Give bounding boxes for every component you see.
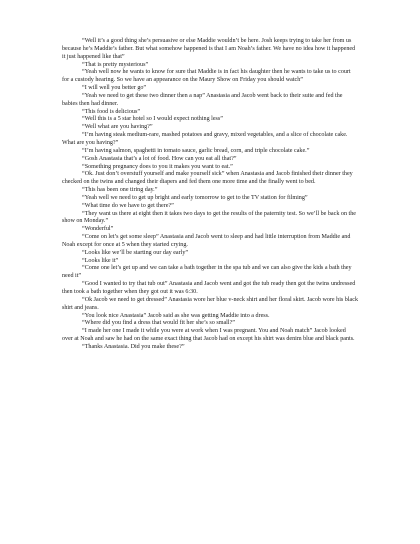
paragraph: “Good I wanted to try that tub out” Anastasia and Jacob went and got the tub ready then got the twins undressed then took a bath together when they got out it was 6:30. — [62, 281, 356, 295]
paragraph: “Wonderful” — [82, 226, 114, 233]
paragraph: “I made her one I made it while you were at work when I was pregnant. You and Noah match” Jacob looked over at Noah and saw he had on the same exact thing that Jacob had on except his shirt was denim blue and black pants. — [62, 328, 355, 343]
paragraph: “I’m having salmon, spaghetti in tomato sauce, garlic bread, corn, and triple chocolate cake.” — [82, 147, 310, 154]
paragraph: “Ok. Just don’t overstuff yourself and make yourself sick” when Anastasia and Jacob finished their dinner they checked on the twins and changed their diapers and fed them one more time and the finally went to bed. — [62, 171, 353, 186]
document-page — [62, 38, 358, 352]
paragraph: “Where did you find a dress that would fit her she’s so small?” — [82, 320, 235, 327]
paragraph: “You look nice Anastasia” Jacob said as she was getting Maddie into a dress. — [82, 312, 270, 319]
paragraph: “Something pregnancy does to you it makes you want to eat.” — [82, 163, 233, 170]
paragraph: “This has been one tiring day.” — [82, 187, 158, 194]
paragraph: “Ok Jacob we need to get dressed” Anastasia wore her blue v-neck shirt and her floral skirt. Jacob wore his black shirt and jeans. — [62, 296, 358, 311]
paragraph: “Well it’s a good thing she’s persuasive or else Maddie wouldn’t be here. Josh keeps trying to take her from us because he’s Maddie’s father. But what somehow happened is that I am Noah’s father. We have no idea how it happened it just happened like that” — [62, 38, 356, 60]
paragraph: “Looks like it” — [82, 257, 119, 264]
paragraph: “Come one let’s get up and we can take a bath together in the spa tub and we can also give the kids a bath they need it” — [62, 265, 352, 280]
paragraph: “This food is delicious” — [82, 108, 141, 115]
paragraph: “Gosh Anastasia that’s a lot of food. How can you eat all that?” — [82, 155, 237, 162]
paragraph: “I’m having steak medium-rare, mashed potatoes and gravy, mixed vegetables, and a slice of chocolate cake. What are you having?” — [62, 132, 348, 146]
paragraph: “Looks like we’ll be starting our day early” — [82, 249, 189, 256]
paragraph: “Yeah we need to get these two dinner then a nap” Anastasia and Jacob went back to their suite and fed the babies then had dinner. — [62, 92, 343, 107]
paragraph: “They want us there at eight then it takes two days to get the results of the paternity test. So we’ll be back on the show on Monday.” — [62, 210, 356, 225]
paragraph: “Thanks Anastasia. Did you make these?” — [82, 343, 185, 350]
paragraph: “What time do we have to get there?” — [82, 202, 174, 209]
paragraph: “Well what are you having?” — [82, 124, 153, 131]
paragraph: “Well this is a 5 star hotel so I would expect nothing less” — [82, 116, 223, 123]
paragraph: “Yeah well we need to get up bright and early tomorrow to get to the TV station for filming” — [82, 194, 308, 201]
paragraph: “Come on let’s get some sleep” Anastasia and Jacob went to sleep and had little interruption from Maddie and Noah except for once at 5 when they started crying. — [62, 234, 351, 248]
paragraph: “I will well you better go” — [82, 85, 147, 92]
paragraph: “Yeah well now he wants to know for sure that Maddie is in fact his daughter then he wants to take us to court for a custody hearing. So we have an appearance on the Maury Show on Friday you should watch” — [62, 69, 351, 84]
paragraph: “That is pretty mysterious” — [82, 61, 149, 68]
